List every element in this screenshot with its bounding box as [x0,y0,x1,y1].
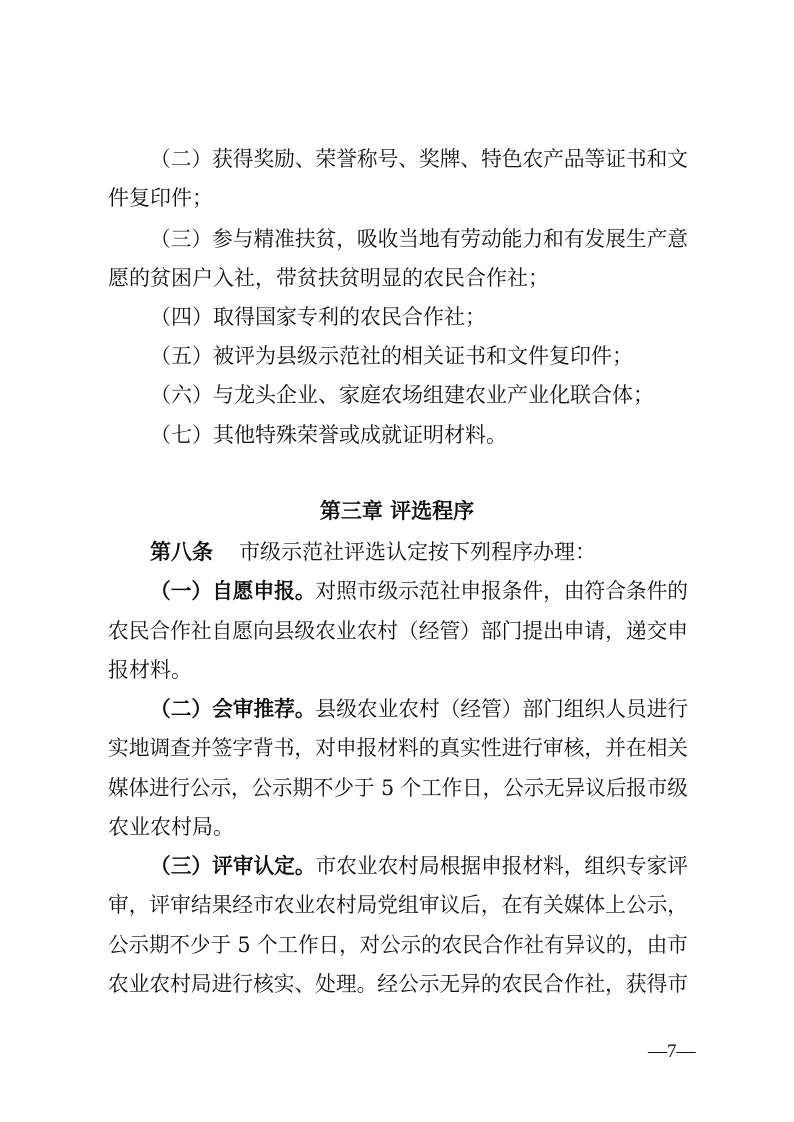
step-2-heading: （二）会审推荐。 [150,697,316,721]
list-item-3-line-1: （三）参与精准扶贫，吸收当地有劳动能力和有发展生产意 [150,227,688,251]
step-2-text: 县级农业农村（经管）部门组织人员进行 [315,697,688,721]
article-8-label: 第八条 [150,540,213,564]
step-3-line-1 [150,851,688,881]
step-1-heading: （一）自愿申报。 [150,579,316,603]
article-8-text: 市级示范社评选认定按下列程序办理： [239,540,596,564]
step-1-text: 对照市级示范社申报条件，由符合条件的 [315,579,688,603]
list-item-7: （七）其他特殊荣誉或成就证明材料。 [150,423,507,447]
step-1-line-3: 报材料。 [108,658,192,682]
list-item-2-line-2: 件复印件； [108,186,213,210]
list-item-5: （五）被评为县级示范社的相关证书和文件复印件； [150,344,633,368]
step-3-text: 市农业农村局根据申报材料，组织专家评 [315,854,688,878]
step-3-line-4: 农业农村局进行核实、处理。经公示无异的农民合作社，获得市 [108,972,688,996]
article-8 [150,537,596,567]
page-number: —7— [648,1041,696,1062]
step-1-line-1 [150,576,688,606]
step-1-line-2: 农民合作社自愿向县级农业农村（经管）部门提出申请，递交申 [108,619,688,643]
step-2-line-2: 实地调查并签字背书，对申报材料的真实性进行审核，并在相关 [108,736,688,760]
chapter-title: 第三章 评选程序 [319,499,475,523]
step-2-line-1 [150,694,688,724]
list-item-3-line-2: 愿的贫困户入社，带贫扶贫明显的农民合作社； [108,266,549,290]
step-3-heading: （三）评审认定。 [150,854,316,878]
step-3-line-3: 公示期不少于 5 个工作日，对公示的农民合作社有异议的，由市 [108,933,688,957]
step-2-line-3: 媒体进行公示，公示期不少于 5 个工作日，公示无异议后报市级 [108,776,688,800]
list-item-2-line-1: （二）获得奖励、荣誉称号、奖牌、特色农产品等证书和文 [150,147,688,171]
list-item-4: （四）取得国家专利的农民合作社； [150,305,486,329]
list-item-6: （六）与龙头企业、家庭农场组建农业产业化联合体； [150,383,654,407]
step-3-line-2: 审，评审结果经市农业农村局党组审议后，在有关媒体上公示， [108,893,688,917]
step-2-line-4: 农业农村局。 [108,815,234,839]
